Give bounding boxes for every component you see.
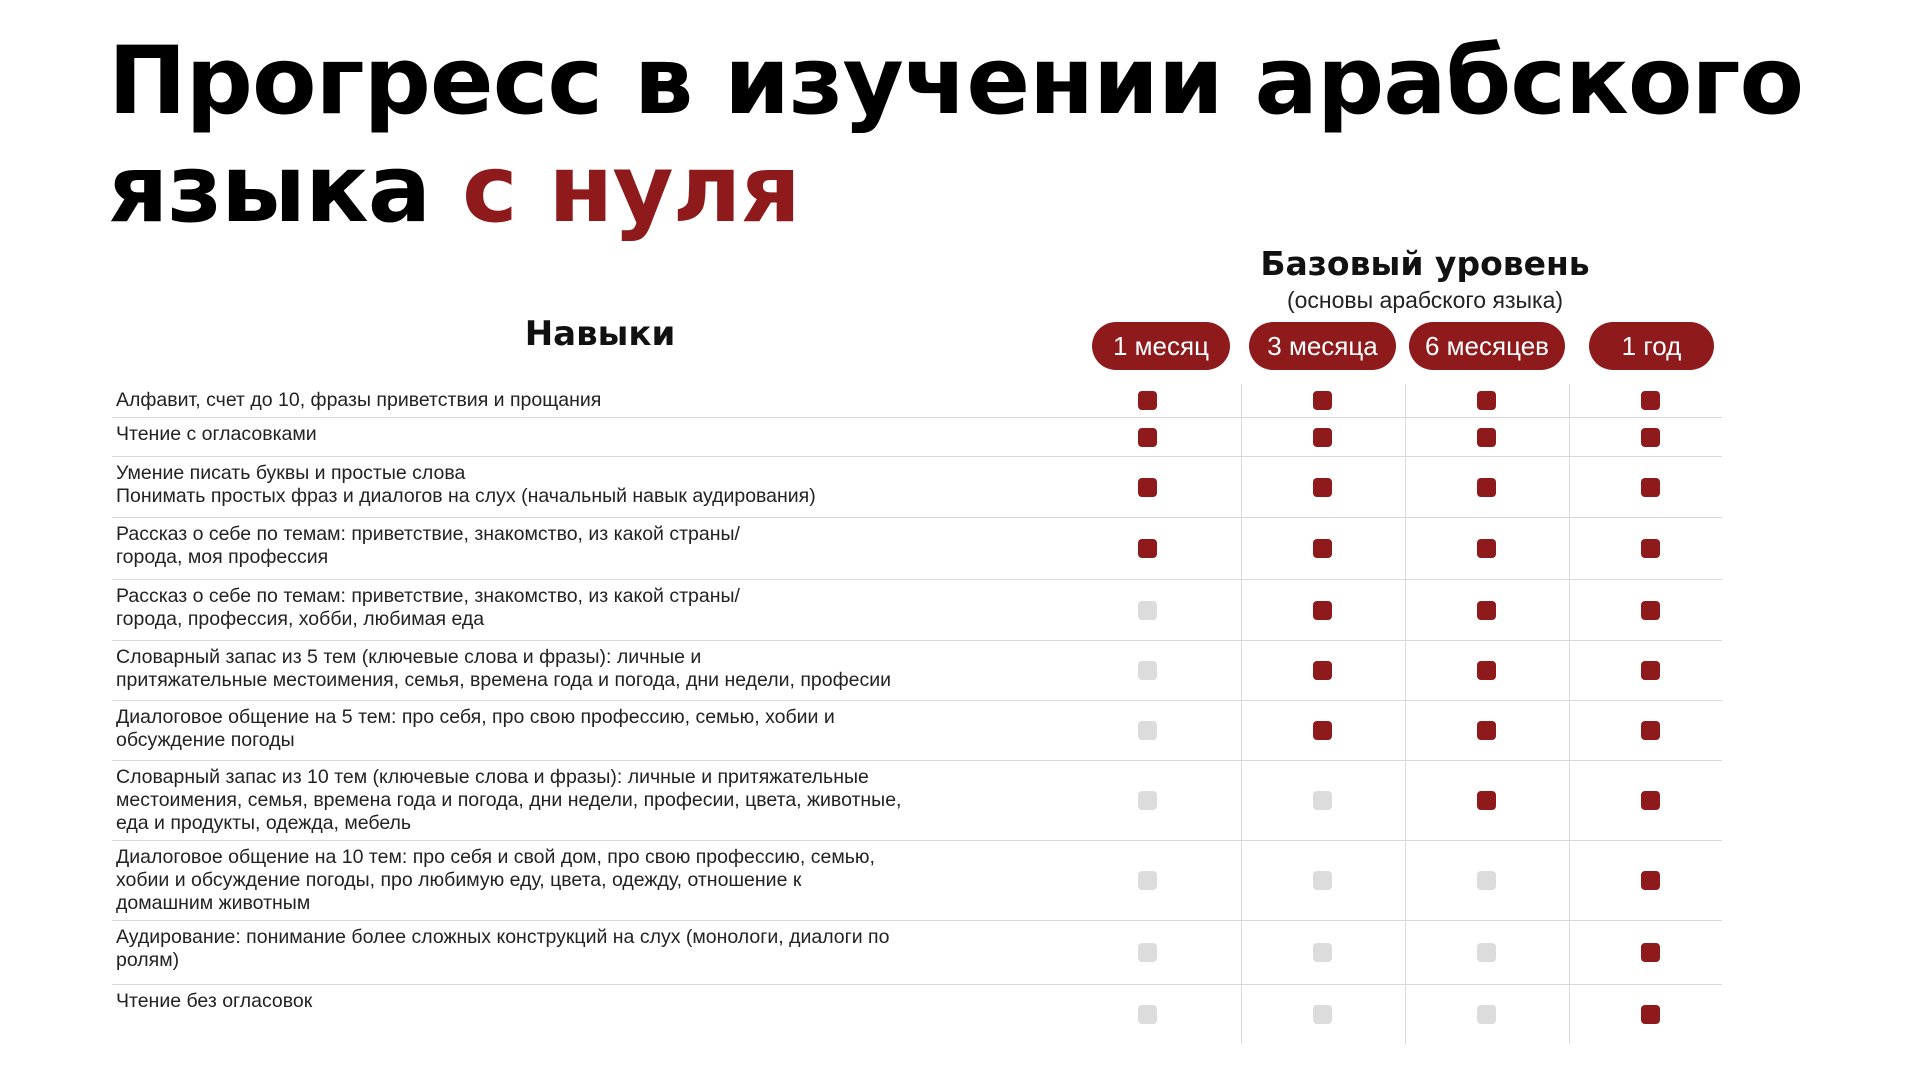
included-marker bbox=[1641, 943, 1660, 962]
included-marker bbox=[1138, 539, 1157, 558]
not-included-marker bbox=[1138, 871, 1157, 890]
table-row bbox=[112, 985, 1722, 1043]
title-line-2: языка bbox=[108, 135, 462, 244]
not-included-marker bbox=[1477, 871, 1496, 890]
skill-label: Словарный запас из 10 тем (ключевые слова и фразы): личные и притяжательные местоимения, семья, времена года и погода, дни недели, професии, цвета, животные, еда и продукты, одежда, мебель bbox=[116, 766, 902, 834]
period-badge-1-month: 1 месяц bbox=[1092, 322, 1230, 370]
skill-label: Рассказ о себе по темам: приветствие, знакомство, из какой страны/ города, профессия, хобби, любимая еда bbox=[116, 585, 740, 630]
included-marker bbox=[1313, 478, 1332, 497]
table-row bbox=[112, 518, 1722, 580]
table-row bbox=[112, 457, 1722, 518]
not-included-marker bbox=[1138, 601, 1157, 620]
table-row bbox=[112, 641, 1722, 701]
included-marker bbox=[1313, 661, 1332, 680]
included-marker bbox=[1477, 539, 1496, 558]
table-row bbox=[112, 580, 1722, 641]
skill-label: Чтение с огласовками bbox=[116, 423, 317, 445]
included-marker bbox=[1641, 791, 1660, 810]
included-marker bbox=[1641, 661, 1660, 680]
included-marker bbox=[1641, 721, 1660, 740]
included-marker bbox=[1641, 391, 1660, 410]
skill-label: Аудирование: понимание более сложных конструкций на слух (монологи, диалоги по ролям) bbox=[116, 926, 890, 971]
included-marker bbox=[1313, 601, 1332, 620]
not-included-marker bbox=[1313, 1005, 1332, 1024]
table-row bbox=[112, 701, 1722, 761]
included-marker bbox=[1477, 601, 1496, 620]
skill-label: Диалоговое общение на 10 тем: про себя и свой дом, про свою профессию, семью, хобии и обсуждение погоды, про любимую еду, цвета, одежду, отношение к домашним животным bbox=[116, 846, 875, 914]
not-included-marker bbox=[1138, 1005, 1157, 1024]
included-marker bbox=[1477, 791, 1496, 810]
included-marker bbox=[1313, 539, 1332, 558]
not-included-marker bbox=[1313, 943, 1332, 962]
skill-label: Диалоговое общение на 5 тем: про себя, про свою профессию, семью, хобии и обсуждение погоды bbox=[116, 706, 835, 751]
not-included-marker bbox=[1138, 791, 1157, 810]
period-badge-1-year: 1 год bbox=[1589, 322, 1714, 370]
included-marker bbox=[1477, 391, 1496, 410]
table-row bbox=[112, 921, 1722, 985]
skill-label: Умение писать буквы и простые слова Понимать простых фраз и диалогов на слух (начальный навык аудирования) bbox=[116, 462, 816, 507]
included-marker bbox=[1477, 428, 1496, 447]
not-included-marker bbox=[1477, 1005, 1496, 1024]
included-marker bbox=[1641, 428, 1660, 447]
table-row bbox=[112, 418, 1722, 457]
not-included-marker bbox=[1313, 871, 1332, 890]
included-marker bbox=[1313, 721, 1332, 740]
table-row bbox=[112, 841, 1722, 921]
included-marker bbox=[1138, 478, 1157, 497]
included-marker bbox=[1477, 721, 1496, 740]
included-marker bbox=[1477, 478, 1496, 497]
title-line-1: Прогресс в изучении арабского bbox=[108, 27, 1804, 136]
page-title bbox=[108, 28, 1803, 244]
included-marker bbox=[1477, 661, 1496, 680]
table-row bbox=[112, 384, 1722, 418]
level-subtitle: (основы арабского языка) bbox=[1286, 287, 1564, 313]
period-badge-6-months: 6 месяцев bbox=[1409, 322, 1565, 370]
skill-label: Алфавит, счет до 10, фразы приветствия и прощания bbox=[116, 389, 602, 411]
included-marker bbox=[1313, 428, 1332, 447]
included-marker bbox=[1641, 539, 1660, 558]
included-marker bbox=[1641, 601, 1660, 620]
skill-label: Рассказ о себе по темам: приветствие, знакомство, из какой страны/ города, моя профессия bbox=[116, 523, 740, 568]
table-row bbox=[112, 761, 1722, 841]
skill-label: Чтение без огласовок bbox=[116, 990, 313, 1012]
skill-label: Словарный запас из 5 тем (ключевые слова и фразы): личные и притяжательные местоимения, семья, времена года и погода, дни недели, професии bbox=[116, 646, 892, 691]
included-marker bbox=[1641, 1005, 1660, 1024]
not-included-marker bbox=[1138, 661, 1157, 680]
included-marker bbox=[1138, 391, 1157, 410]
included-marker bbox=[1641, 871, 1660, 890]
not-included-marker bbox=[1313, 791, 1332, 810]
title-accent: с нуля bbox=[461, 135, 800, 244]
not-included-marker bbox=[1138, 943, 1157, 962]
not-included-marker bbox=[1138, 721, 1157, 740]
not-included-marker bbox=[1477, 943, 1496, 962]
included-marker bbox=[1641, 478, 1660, 497]
skills-header: Навыки bbox=[524, 314, 676, 354]
included-marker bbox=[1313, 391, 1332, 410]
included-marker bbox=[1138, 428, 1157, 447]
level-title: Базовый уровень bbox=[1260, 244, 1590, 283]
period-badge-3-months: 3 месяца bbox=[1249, 322, 1396, 370]
